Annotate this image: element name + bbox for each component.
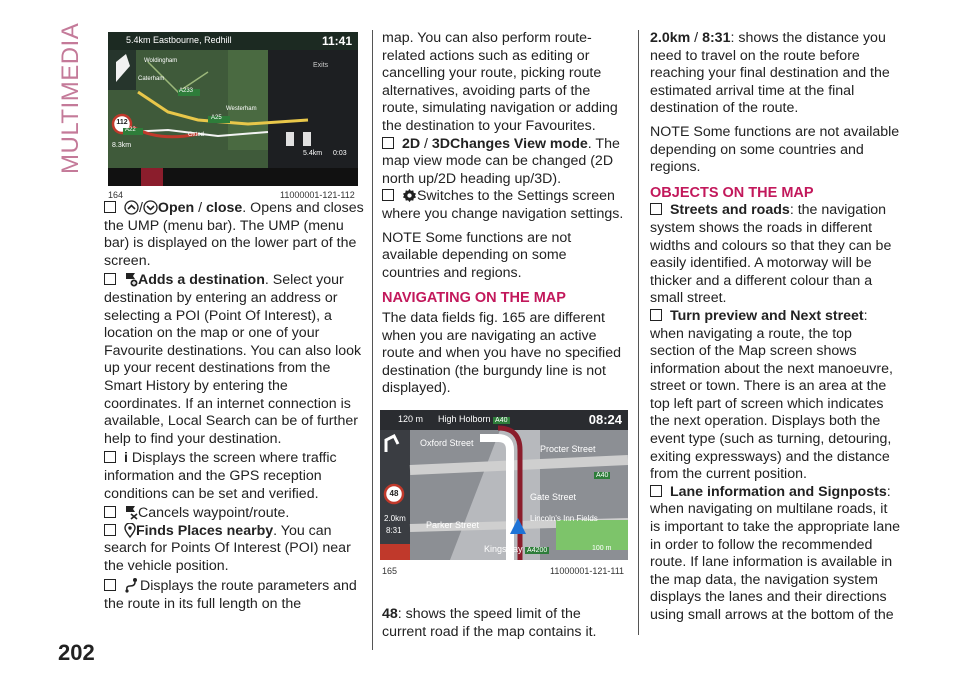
text-column-3: [650, 30, 900, 625]
fig2-number: 165: [382, 566, 398, 576]
fig2-street-gate: Gate Street: [530, 492, 577, 502]
flag-cancel-icon: [124, 505, 138, 520]
chevron-down-circle-icon: [143, 200, 158, 215]
bullet-square-icon: [104, 506, 116, 518]
fig1-place-woldingham: Woldingham: [144, 58, 178, 64]
fig2-road: High Holborn A40: [438, 414, 508, 424]
fig2-street-lincolns: Lincoln's Inn Fields: [530, 514, 598, 523]
figure-164-nav-screenshot: [108, 32, 358, 186]
column-divider: [638, 30, 639, 635]
item-speed-limit: 48: shows the speed limit of the current road if the map contains it.: [382, 606, 597, 640]
fig1-road-a25: A25: [211, 115, 222, 121]
column-divider: [372, 30, 373, 650]
bullet-square-icon: [650, 485, 662, 497]
item-view-mode: 2D / 3DChanges View mode. The map view mode can be changed (2D north up/2D heading up/3D).: [382, 135, 620, 187]
item-lane-info: Lane information and Signposts: when navigating on multilane roads, it is important to take the appropriate lane in order to follow the recommended route. If lane information is available in the map data, the navigation system displays the lanes and their directions using small arrows at the bottom of the: [650, 483, 901, 623]
bullet-square-icon: [104, 524, 116, 536]
fig2-remaining-distance: 2.0km: [384, 514, 406, 523]
fig1-road-a233: A233: [179, 88, 194, 94]
fig2-clock: 08:24: [588, 412, 622, 427]
fig1-number: 164: [108, 190, 124, 200]
fig1-place-oxted: Oxted: [188, 132, 205, 138]
bullet-square-icon: [104, 273, 116, 285]
fig2-scale: 100 m: [592, 545, 612, 552]
fig1-exits-label: Exits: [313, 62, 329, 69]
fig2-distance: 120 m: [398, 414, 424, 424]
page-number: 202: [58, 640, 95, 665]
fig1-top-bar: 5.4km Eastbourne, Redhill: [126, 35, 232, 45]
item-map-actions: map. You can also perform route-related actions such as editing or cancelling your route, picking route alternatives, avoiding parts of the route, simulating navigation or adding the destination to your Favourites.: [382, 30, 618, 134]
bullet-square-icon: [650, 203, 662, 215]
fig2-speed-limit: 48: [389, 489, 399, 498]
item-streets-roads: Streets and roads: the navigation system shows the roads in different widths and colours so that they can be easily identified. A motorway will be thicker and a different colour than a small street.: [650, 202, 892, 307]
heading-objects-on-map: OBJECTS ON THE MAP: [650, 184, 814, 201]
item-settings: Switches to the Settings screen where you change navigation settings.: [382, 188, 624, 222]
bullet-square-icon: [104, 451, 116, 463]
item-turn-preview: Turn preview and Next street: when navigating a route, the top section of the Map screen shows information about the next manoeuvre, street or town. There is an area at the top left part of screen which indicates the next operation. Displays both the event type (such as turning, detouring, exiting expressways) and the distance from the current position.: [650, 307, 893, 483]
figure-165-nav-screenshot: [380, 410, 628, 560]
fig1-place-caterham: Caterham: [138, 76, 165, 82]
fig2-street-kingsway: Kingsway A4200: [484, 544, 548, 554]
item-data-fields: The data fields fig. 165 are different when you are navigating an active route and when you have no specified destination (the burgundy line is not displayed).: [382, 309, 621, 397]
note-availability: NOTE Some functions are not available depending on some countries and regions.: [382, 229, 572, 281]
fig1-speed-limit: 112: [116, 119, 128, 126]
chevron-up-circle-icon: [124, 200, 139, 215]
fig2-code: 11000001-121-111: [550, 566, 625, 576]
fig2-road-a40-badge: A40: [596, 472, 609, 479]
fig1-bottom-distance: 5.4km: [303, 150, 323, 157]
fig1-clock: 11:41: [321, 34, 352, 48]
fig1-road-a22: A22: [125, 127, 136, 133]
bullet-square-icon: [104, 201, 116, 213]
fig2-road-badge: A40: [495, 417, 508, 424]
bullet-square-icon: [382, 189, 394, 201]
fig2-street-parker: Parker Street: [426, 520, 480, 530]
item-open-close: / Open / close. Opens and closes the UMP (menu bar). The UMP (menu bar) is displayed on the lower part of the screen.: [104, 200, 364, 269]
item-places-nearby: Finds Places nearby. You can search for Points Of Interest (POI) near the vehicle position.: [104, 522, 351, 574]
gear-icon: [402, 188, 417, 203]
heading-navigating-on-map: NAVIGATING ON THE MAP: [382, 290, 566, 307]
item-add-destination: Adds a destination. Select your destination by entering an address or selecting a POI (Point Of Interest), a location on the map or one of your Favourite destinations. You can also look up your recent destinations from the Smart History by entering the coordinates. If an internet connection is available, Local Search can be of further help to find your destination.: [104, 272, 362, 447]
bullet-square-icon: [104, 579, 116, 591]
location-pin-icon: [124, 523, 136, 538]
fig2-street-procter: Procter Street: [540, 444, 596, 454]
fig1-code: 11000001-121-112: [280, 190, 355, 200]
text-column-1: [104, 200, 366, 620]
bullet-square-icon: [382, 137, 394, 149]
section-tab: MULTIMEDIA: [57, 22, 84, 174]
item-route-parameters: Displays the route parameters and the route in its full length on the: [104, 578, 357, 613]
map-graphic: [380, 410, 628, 560]
route-icon: [124, 577, 140, 593]
item-info: i Displays the screen where traffic information and the GPS reception conditions can be set and verified.: [104, 450, 337, 502]
note-availability: NOTE Some functions are not available depending on some countries and regions.: [650, 123, 900, 176]
fig1-remaining-distance: 8.3km: [112, 142, 132, 149]
fig2-street-oxford: Oxford Street: [420, 438, 474, 448]
item-distance-eta: 2.0km / 8:31: shows the distance you need to travel on the route before reaching your final destination and the estimated arrival time at the final destination of the route.: [650, 30, 890, 117]
bullet-square-icon: [650, 309, 662, 321]
fig2-eta: 8:31: [386, 526, 402, 535]
fig2-kingsway-badge: A4200: [527, 547, 548, 554]
fig1-bottom-time: 0:03: [333, 150, 347, 157]
fig1-place-westerham: Westerham: [226, 106, 257, 112]
flag-plus-icon: [124, 272, 138, 287]
item-cancel-waypoint: Cancels waypoint/route.: [104, 505, 366, 523]
